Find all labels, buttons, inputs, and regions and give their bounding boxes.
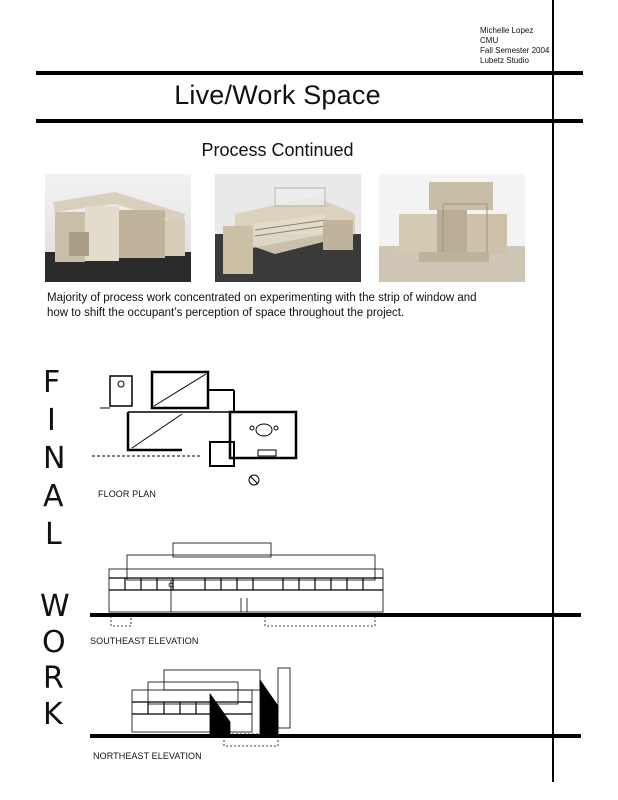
- process-caption: [47, 291, 517, 321]
- vertical-rule: [552, 0, 554, 782]
- work-letter-w: W: [40, 589, 70, 624]
- final-letter-l: L: [45, 517, 62, 552]
- top-rule: [36, 71, 583, 75]
- final-letter-i: I: [47, 403, 56, 438]
- work-letter-k: K: [43, 697, 63, 732]
- school: CMU: [480, 36, 499, 45]
- section-subtitle: Process Continued: [201, 140, 354, 160]
- final-letter-a: A: [43, 479, 64, 514]
- work-letter-o: O: [42, 625, 66, 660]
- northeast-ground-line: [90, 734, 581, 738]
- title-rule: [36, 119, 583, 123]
- southeast-elevation-label: SOUTHEAST ELEVATION: [90, 636, 199, 646]
- caption-line-2: how to shift the occupant’s perception of space throughout the project.: [47, 307, 405, 319]
- floor-plan-label: FLOOR PLAN: [98, 489, 157, 499]
- floor-plan-drawing: [92, 368, 312, 488]
- process-model-photo-1: [45, 174, 191, 282]
- northeast-elevation-label: NORTHEAST ELEVATION: [93, 751, 202, 761]
- page-title: Live/Work Space: [174, 80, 381, 110]
- caption-line-1: Majority of process work concentrated on experimenting with the strip of window and: [47, 292, 477, 304]
- author-name: Michelle Lopez: [480, 26, 534, 35]
- final-letter-n: N: [43, 441, 66, 476]
- semester: Fall Semester 2004: [480, 46, 550, 55]
- studio: Lubetz Studio: [480, 56, 529, 65]
- southeast-ground-line: [90, 613, 581, 617]
- final-letter-f: F: [43, 365, 61, 400]
- process-model-photo-3: [379, 174, 525, 282]
- work-letter-r: R: [43, 661, 64, 696]
- process-model-photo-2: [215, 174, 361, 282]
- author-info: [480, 26, 549, 66]
